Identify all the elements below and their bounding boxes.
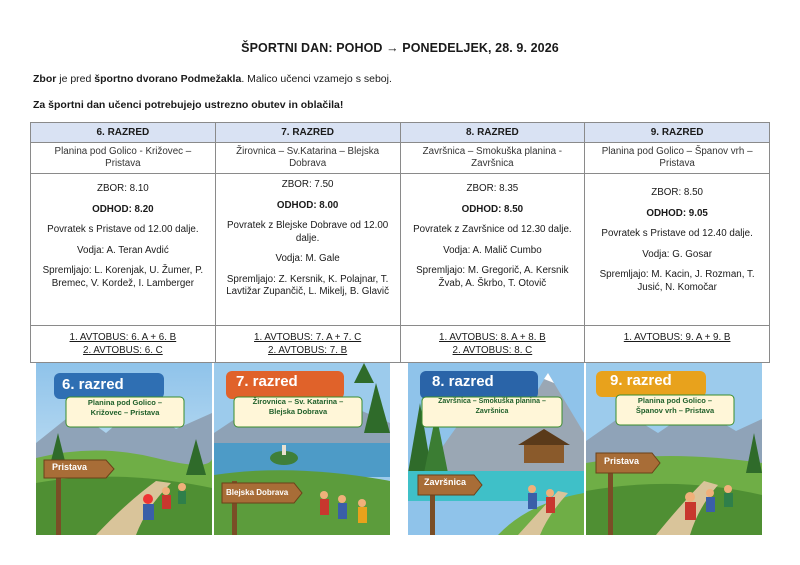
companions: Spremljajo: L. Korenjak, U. Žumer, P. Bremec, V. Kordež, I. Lamberger	[42, 265, 204, 289]
poster-subtitle-2: Križovec – Pristava	[90, 408, 160, 417]
leader: Vodja: G. Gosar	[642, 248, 712, 260]
poster-subtitle-1: Planina pod Golico –	[87, 398, 163, 407]
info-row	[31, 174, 770, 326]
zbor-time: ZBOR: 8.50	[651, 187, 703, 198]
class-header: 7. RAZRED	[215, 123, 400, 143]
return-info: Povratek z Blejske Dobrave od 12.00 dalje.	[227, 220, 389, 244]
meeting-info	[33, 73, 392, 85]
poster-title: 6. razred	[62, 376, 124, 393]
companions: Spremljajo: M. Gregorič, A. Kersnik Žvab, A. Škrbo, T. Otovič	[416, 265, 569, 289]
poster-subtitle	[616, 396, 734, 416]
route-cell: Planina pod Golico – Španov vrh – Pristava	[585, 143, 770, 174]
poster-sign: Pristava	[604, 456, 640, 466]
bus-1: 1. AVTOBUS: 6. A + 6. B	[69, 332, 177, 343]
bus-1: 1. AVTOBUS: 7. A + 7. C	[254, 332, 362, 343]
poster-subtitle	[422, 397, 562, 417]
bus-cell	[215, 326, 400, 363]
meeting-text-2: . Malico učenci vzamejo s seboj.	[241, 73, 392, 85]
bus-1: 1. AVTOBUS: 9. A + 9. B	[623, 332, 731, 343]
poster-title: 8. razred	[432, 373, 494, 390]
route-cell: Planina pod Golico - Križovec – Pristava	[31, 143, 216, 174]
odhod-time: ODHOD: 8.00	[276, 199, 339, 211]
info-cell	[31, 174, 216, 326]
bus-2: 2. AVTOBUS: 6. C	[83, 345, 163, 356]
poster-subtitle	[234, 397, 362, 417]
bus-row	[31, 326, 770, 363]
bus-2: 2. AVTOBUS: 7. B	[268, 345, 348, 356]
meeting-text-1: je pred	[56, 73, 95, 85]
poster-subtitle-1: Žirovnica – Sv. Katarina –	[252, 397, 344, 406]
class-header: 8. RAZRED	[400, 123, 585, 143]
header-row	[31, 123, 770, 143]
route-cell: Žirovnica – Sv.Katarina – Blejska Dobrava	[215, 143, 400, 174]
poster-title: 7. razred	[236, 373, 298, 390]
odhod-time: ODHOD: 8.20	[92, 203, 154, 215]
info-cell	[215, 174, 400, 326]
poster-subtitle	[66, 398, 184, 418]
poster-title: 9. razred	[610, 372, 672, 389]
bus-1: 1. AVTOBUS: 8. A + 8. B	[439, 332, 546, 343]
poster-subtitle-2: Blejska Dobrava	[268, 407, 328, 416]
poster-sign: Završnica	[424, 477, 467, 487]
schedule-table	[30, 122, 770, 363]
class-header: 6. RAZRED	[31, 123, 216, 143]
poster-subtitle-1: Završnica – Smokuška planina –	[438, 398, 546, 405]
return-info: Povratek s Pristave od 12.00 dalje.	[47, 224, 199, 235]
odhod-time: ODHOD: 8.50	[461, 203, 524, 215]
equipment-note: Za športni dan učenci potrebujejo ustrezno obutev in oblačila!	[33, 99, 344, 111]
leader: Vodja: A. Teran Avdić	[77, 244, 169, 256]
poster-subtitle-1: Planina pod Golico –	[637, 396, 713, 405]
meeting-place: športno dvorano Podmežakla	[94, 73, 242, 85]
companions: Spremljajo: M. Kacin, J. Rozman, T. Jusić, N. Komočar	[599, 269, 755, 293]
bus-cell	[585, 326, 770, 363]
page-title: ŠPORTNI DAN: POHOD → PONEDELJEK, 28. 9. 2026	[241, 41, 559, 55]
info-cell	[400, 174, 585, 326]
class-header: 9. RAZRED	[585, 123, 770, 143]
poster-subtitle-2: Španov vrh – Pristava	[635, 406, 715, 415]
return-info: Povratek z Završnice od 12.30 dalje.	[413, 224, 572, 235]
route-row	[31, 143, 770, 174]
return-info: Povratek s Pristave od 12.40 dalje.	[601, 228, 753, 239]
zbor-time: ZBOR: 7.50	[281, 179, 334, 190]
poster-sign: Blejska Dobrava	[226, 488, 289, 497]
leader: Vodja: A. Malič Cumbo	[443, 244, 542, 256]
poster-sign: Pristava	[52, 462, 88, 472]
poster-subtitle-2: Završnica	[475, 408, 509, 415]
odhod-time: ODHOD: 9.05	[646, 207, 708, 219]
meeting-label: Zbor	[33, 73, 57, 85]
zbor-time: ZBOR: 8.35	[466, 183, 519, 194]
route-cell: Završnica – Smokuška planina - Završnica	[400, 143, 585, 174]
zbor-time: ZBOR: 8.10	[97, 183, 149, 194]
bus-cell	[31, 326, 216, 363]
companions: Spremljajo: Z. Kersnik, K. Polajnar, T. Lavtižar Zupančič, L. Mikelj, B. Glavič	[226, 273, 390, 297]
leader: Vodja: M. Gale	[275, 253, 340, 264]
bus-cell	[400, 326, 585, 363]
bus-2: 2. AVTOBUS: 8. C	[452, 345, 533, 356]
info-cell	[585, 174, 770, 326]
